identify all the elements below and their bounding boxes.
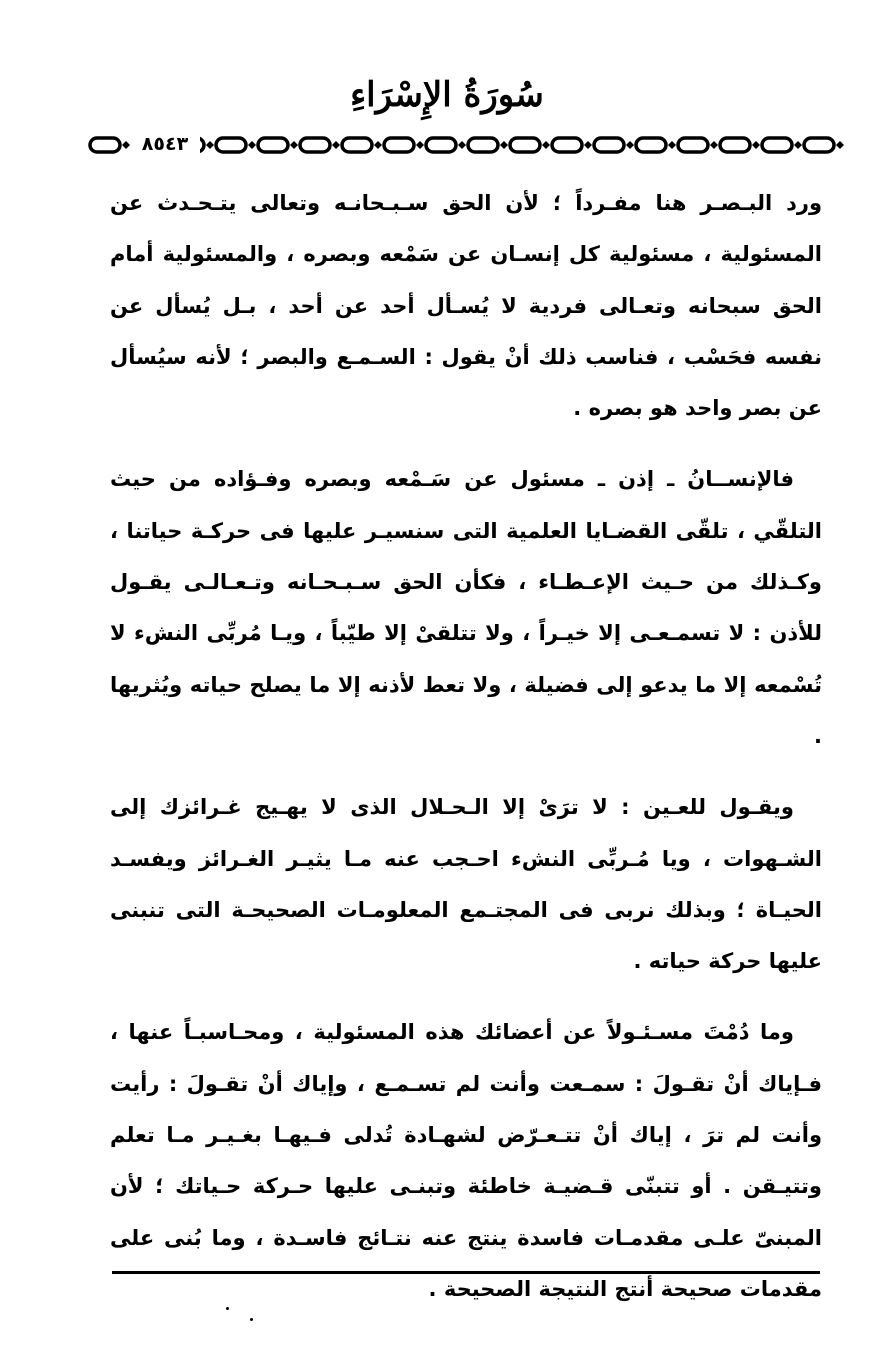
chain-diamond bbox=[668, 141, 676, 149]
chain-ornament-icon bbox=[88, 128, 860, 162]
chain-link bbox=[216, 138, 246, 152]
paragraph-2: فالإنســانُ ـ إذن ـ مسئول عن سَـمْعه وبصره وفـؤاده من حيث التلقّي ، تلقّى القضـايا العلمية التى سنسيـر عليها فى حركـة حياتنا ، وكـذلك من حـيث الإعـطـاء ، فكأن الحق سـبـحـانه وتـعـالـى يقـول للأذن : لا تسمـعـى إلا خيـراً ، ولا تتلقىْ إلا طيّباً ، ويـا مُربِّى النشء لا تُسْمعه إلا ما يدعو إلى فضيلة ، ولا تعط لأذنه إلا ما يصلح حياته ويُثريها . bbox=[110, 467, 822, 748]
body-text bbox=[110, 178, 822, 1335]
chain-link bbox=[720, 138, 750, 152]
chain-link bbox=[510, 138, 540, 152]
page-number: ٨٥٤٣ bbox=[130, 130, 200, 158]
chain-link bbox=[90, 138, 120, 152]
chain-diamond bbox=[752, 141, 760, 149]
scan-speck bbox=[226, 1307, 229, 1310]
chain-diamond bbox=[416, 141, 424, 149]
chain-diamond bbox=[374, 141, 382, 149]
paragraph-1: ورد البـصـر هنا مفـرداً ؛ لأن الحق سـبـحانـه وتعالى يتـحـدث عن المسئولية ، مسئولية كل إنسـان عن سَمْعه وبصره ، والمسئولية أمام الحق سبحانه وتعـالى فردية لا يُسـأل أحد عن أحد ، بـل يُسأل عن نفسه فحَسْب ، فناسب ذلك أنْ يقول : السـمـع والبصر ؛ لأنه سيُسأل عن بصر واحد هو بصره . bbox=[110, 191, 822, 421]
chain-diamond bbox=[206, 141, 214, 149]
chain-link bbox=[342, 138, 372, 152]
chain-diamond bbox=[794, 141, 802, 149]
chain-link bbox=[552, 138, 582, 152]
chain-link bbox=[300, 138, 330, 152]
chain-diamond bbox=[290, 141, 298, 149]
chain-link bbox=[678, 138, 708, 152]
chain-diamond bbox=[332, 141, 340, 149]
paragraph-4: وما دُمْتَ مسـئـولاً عن أعضائك هذه المسئولية ، ومحـاسبـاً عنها ، فـإياك أنْ تقـولَ : سمـعت وأنت لم تسـمـع ، وإياك أنْ تقـولَ : رأيت وأنت لم ترَ ، إياك أنْ تتـعـرّض لشهـادة تُدلى فـيهـا بغـيـر مـا تعلم وتتيـقن . أو تتبنّى قـضيـة خاطئة وتبنـى عليها حـركة حـياتك ؛ لأن المبنىّ علـى مقدمـات فاسدة ينتج عنه نتـائج فاسـدة ، وما بُنى على مقدمات صحيحة أنتج النتيجة الصحيحة . bbox=[110, 1020, 822, 1301]
chain-diamond bbox=[542, 141, 550, 149]
chain-link bbox=[426, 138, 456, 152]
chain-link bbox=[762, 138, 792, 152]
chain-link bbox=[636, 138, 666, 152]
chain-link bbox=[468, 138, 498, 152]
chain-link bbox=[258, 138, 288, 152]
chain-link bbox=[594, 138, 624, 152]
chain-link bbox=[384, 138, 414, 152]
decorative-chain-border bbox=[88, 128, 860, 162]
chain-diamond bbox=[458, 141, 466, 149]
page-header bbox=[0, 70, 894, 120]
chain-link bbox=[804, 138, 834, 152]
surah-title: سُورَةُ الإِسْرَاءِ bbox=[350, 75, 544, 115]
chain-diamond bbox=[122, 141, 130, 149]
chain-diamond bbox=[500, 141, 508, 149]
chain-diamond bbox=[248, 141, 256, 149]
footer-rule bbox=[112, 1271, 820, 1274]
chain-diamond bbox=[836, 141, 844, 149]
chain-diamond bbox=[710, 141, 718, 149]
scan-speck bbox=[250, 1318, 253, 1321]
paragraph-3: ويقـول للعـين : لا ترَىْ إلا الـحـلال الذى لا يهـيج غـرائزك إلى الشـهوات ، ويا مُـربِّى النشء احـجب عنه مـا يثيـر الغـرائز ويفسـد الحيـاة ؛ وبذلك نربى فى المجتـمع المعلومـات الصحيحـة التى تنبنى عليها حركة حياته . bbox=[110, 795, 822, 974]
chain-diamond bbox=[584, 141, 592, 149]
chain-diamond bbox=[626, 141, 634, 149]
